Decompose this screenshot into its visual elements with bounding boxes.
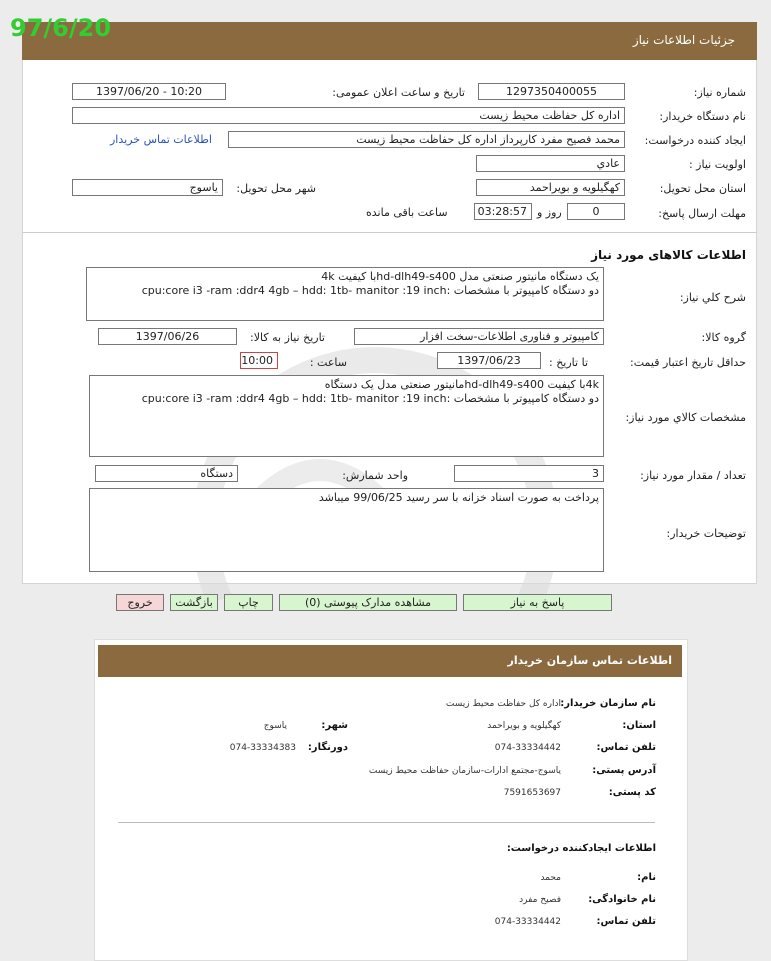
page-title: جزئیات اطلاعات نیاز (632, 33, 735, 47)
exit-button[interactable]: خروج (116, 594, 164, 611)
need-date-label: تاریخ نیاز به کالا: (250, 331, 325, 344)
card-province-value: کهگیلویه و بویراحمد (487, 721, 561, 731)
card-divider (118, 822, 655, 823)
to-date-label: تا تاریخ : (549, 356, 588, 369)
goods-section-title: اطلاعات کالاهای مورد نیاز (591, 248, 746, 262)
spec-line1: 4kبا کیفیت hd-dlh49-s400مانیتور صنعتی مدل یک دستگاه (324, 378, 599, 391)
qty-field: 3 (454, 465, 604, 482)
card-city-value: یاسوج (263, 721, 287, 731)
spec-area (89, 375, 604, 457)
creator-label: ایجاد کننده درخواست: (644, 134, 746, 147)
contact-card-title: اطلاعات تماس سازمان خریدار (507, 654, 672, 667)
announce-field: 1397/06/20 - 10:20 (72, 83, 226, 100)
creator-phone-label: تلفن تماس: (596, 916, 656, 927)
need-date-field: 1397/06/26 (98, 328, 237, 345)
attachments-button[interactable]: مشاهده مدارک پیوستی (0) (279, 594, 457, 611)
contact-card (94, 639, 688, 961)
address-value: یاسوج-مجتمع ادارات-سازمان حفاظت محیط زیست (368, 766, 561, 776)
postal-value: 7591653697 (503, 788, 561, 798)
phone-label: تلفن تماس: (596, 742, 656, 753)
date-stamp: 97/6/20 (10, 14, 112, 42)
address-label: آدرس پستی: (592, 765, 656, 776)
reply-button[interactable]: پاسخ به نیاز (463, 594, 612, 611)
buyer-label: نام دستگاه خریدار: (659, 110, 746, 123)
deadline-label: مهلت ارسال پاسخ: (658, 207, 746, 220)
goods-group-label: گروه کالا: (701, 331, 746, 344)
qty-label: تعداد / مقدار مورد نیاز: (640, 469, 746, 482)
need-number-label: شماره نیاز: (693, 86, 746, 99)
unit-field: دستگاه (95, 465, 238, 482)
city-field: یاسوج (72, 179, 223, 196)
goods-group-field: کامپیوتر و فناوری اطلاعات-سخت افزار (354, 328, 604, 345)
announce-label: تاریخ و ساعت اعلان عمومی: (332, 86, 465, 99)
fax-label: دورنگار: (307, 742, 348, 753)
hour-label: ساعت : (309, 356, 347, 369)
to-date-field: 1397/06/23 (437, 352, 541, 369)
hour-field: 10:00 (240, 352, 278, 369)
province-field: کهگیلویه و بویراحمد (476, 179, 625, 196)
days-field: 0 (567, 203, 625, 220)
notes-area (89, 488, 604, 572)
org-label: نام سازمان خریدار: (560, 698, 656, 709)
divider (22, 232, 757, 233)
goods-desc-line2: دو دستگاه کامپیوتر با مشخصات :cpu:core i3 -ram :ddr4 4gb – hdd: 1tb- manitor :19 inch (141, 284, 599, 297)
goods-desc-area (86, 267, 604, 321)
spec-line2: دو دستگاه کامپیوتر با مشخصات :cpu:core i3 -ram :ddr4 4gb – hdd: 1tb- manitor :19 inch (141, 392, 599, 405)
province-label: استان محل تحویل: (659, 182, 746, 195)
goods-desc-line1: یک دستگاه مانیتور صنعتی مدل hd-dlh49-s400با کیفیت 4k (321, 270, 599, 283)
last-name-label: نام خانوادگی: (588, 894, 656, 905)
buyer-contact-link[interactable]: اطلاعات تماس خریدار (110, 133, 212, 146)
card-city-label: شهر: (321, 720, 348, 731)
goods-desc-label: شرح کلي نياز: (679, 291, 746, 304)
first-name-label: نام: (637, 872, 656, 883)
contact-card-header (98, 645, 682, 677)
last-name-value: فصیح مفرد (519, 895, 561, 905)
days-unit: روز و (537, 206, 562, 219)
first-name-value: محمد (540, 873, 561, 883)
time-left-unit: ساعت باقی مانده (366, 206, 448, 219)
priority-field: عادي (476, 155, 625, 172)
card-province-label: استان: (622, 720, 656, 731)
min-price-date-label: حداقل تاریخ اعتبار قیمت: (630, 356, 746, 369)
fax-value: 074-33334383 (229, 743, 296, 753)
org-value: اداره کل حفاظت محیط زیست (445, 699, 561, 709)
notes-text: پرداخت به صورت اسناد خزانه با سر رسید 99/06/25 میباشد (318, 491, 599, 504)
phone-value: 074-33334442 (494, 743, 561, 753)
buyer-field: اداره کل حفاظت محیط زیست (72, 107, 625, 124)
unit-label: واحد شمارش: (342, 469, 408, 482)
header-bar (22, 22, 757, 60)
postal-label: کد پستی: (608, 787, 656, 798)
notes-label: توضیحات خریدار: (666, 527, 746, 540)
priority-label: اولویت نیاز : (688, 158, 746, 171)
creator-info-title: اطلاعات ایجادکننده درخواست: (506, 843, 656, 854)
print-button[interactable]: چاپ (224, 594, 273, 611)
city-label: شهر محل تحویل: (236, 182, 316, 195)
need-number-field: 1297350400055 (478, 83, 625, 100)
creator-field: محمد فصیح مفرد کارپرداز اداره کل حفاظت محیط زیست (228, 131, 625, 148)
spec-label: مشخصات کالاي مورد نياز: (625, 411, 746, 424)
creator-phone-value: 074-33334442 (494, 917, 561, 927)
time-left-field: 03:28:57 (474, 203, 532, 220)
back-button[interactable]: بازگشت (170, 594, 218, 611)
